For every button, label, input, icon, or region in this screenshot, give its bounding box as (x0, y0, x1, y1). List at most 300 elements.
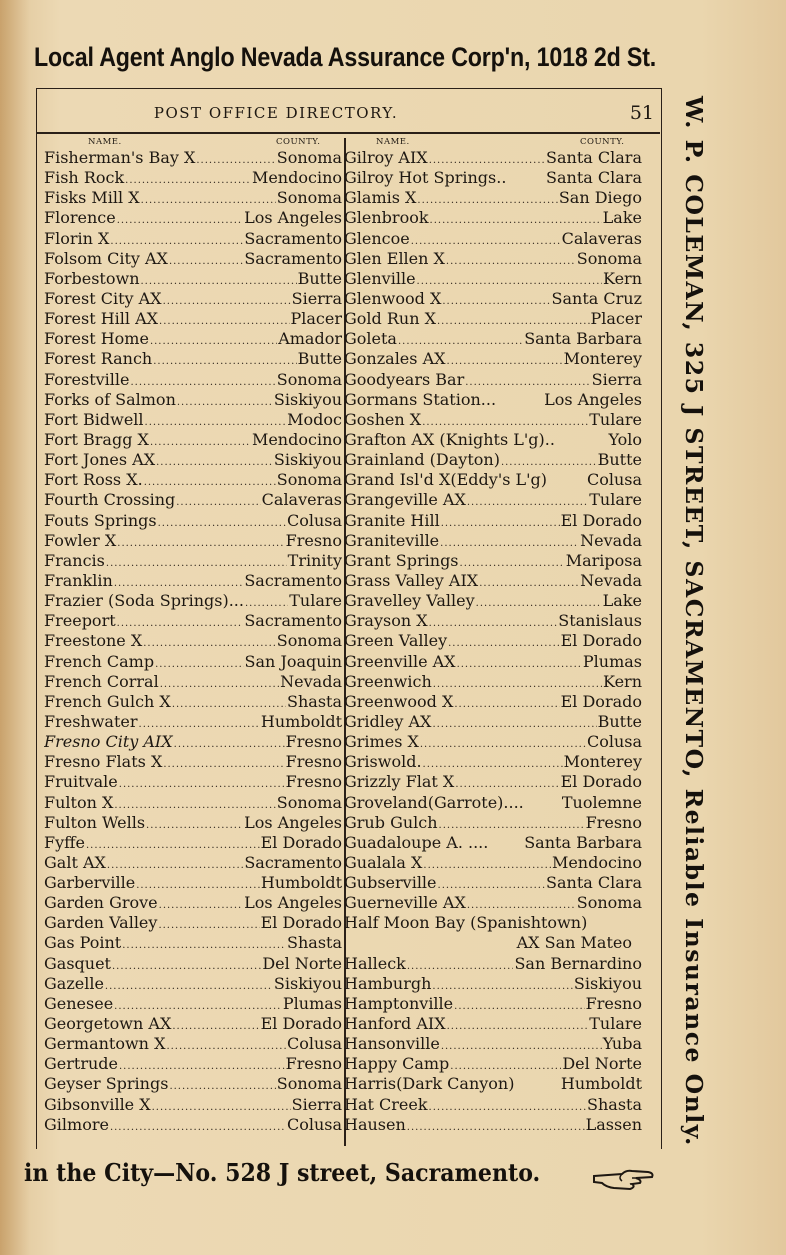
leader-dots (441, 514, 560, 531)
directory-entry (344, 793, 642, 813)
county-name: El Dorado (260, 913, 342, 933)
directory-entry (44, 430, 342, 450)
post-office-name: Gazelle (44, 973, 104, 993)
post-office-name: Hansonville (344, 1034, 440, 1054)
county-name: Colusa (586, 732, 642, 752)
directory-entry (344, 1074, 642, 1094)
county-name: Calaveras (561, 228, 642, 248)
county-name: Tulare (589, 409, 642, 429)
directory-entry (344, 833, 642, 853)
leader-dots (158, 916, 259, 933)
post-office-name: Garberville (44, 873, 136, 893)
directory-entry (344, 551, 642, 571)
directory-entry (44, 772, 342, 792)
post-office-name: Glencoe (344, 228, 410, 248)
post-office-name: Gilroy AIX (344, 148, 428, 167)
post-office-name: Granite Hill (344, 510, 440, 530)
post-office-name: Florence (44, 208, 116, 228)
leader-dots (163, 755, 284, 772)
leader-dots (169, 1077, 275, 1094)
county-name: Humboldt (260, 711, 342, 731)
county-name: El Dorado (560, 510, 642, 530)
post-office-name: Glenbrook (344, 208, 429, 228)
post-office-name: Grass Valley AIX (344, 570, 479, 590)
leader-dots (114, 574, 244, 591)
county-name: Sierra (291, 1094, 342, 1114)
post-office-name: Gibsonville X (44, 1094, 151, 1114)
post-office-name: Grizzly Flat X (344, 772, 455, 792)
county-name: Nevada (280, 671, 342, 691)
directory-entry (44, 148, 342, 168)
leader-dots (407, 957, 514, 974)
leader-dots (417, 191, 557, 208)
directory-entry (44, 168, 342, 188)
post-office-name: Hamptonville (344, 993, 454, 1013)
county-name: Siskiyou (273, 389, 342, 409)
leader-dots (441, 1037, 602, 1054)
county-name: El Dorado (560, 691, 642, 711)
county-name: Kern (603, 268, 642, 288)
leader-dots (114, 796, 275, 813)
leader-dots (432, 977, 573, 994)
county-name: Butte (597, 711, 642, 731)
county-name: Santa Cruz (551, 288, 642, 308)
leader-dots (143, 634, 276, 651)
directory-entry (44, 893, 342, 913)
county-name: San Diego (558, 188, 642, 208)
county-name: Fresno (285, 1054, 342, 1074)
post-office-name: Forest Ranch (44, 349, 153, 369)
leader-dots (420, 735, 586, 752)
leader-dots (144, 473, 276, 490)
county-name: Sonoma (276, 631, 342, 651)
leader-dots (110, 232, 243, 249)
leader-dots (467, 493, 588, 510)
post-office-name: Gravelley Valley (344, 591, 475, 611)
leader-dots (172, 695, 286, 712)
directory-entry (44, 652, 342, 672)
directory-entry (344, 692, 642, 712)
leader-dots (156, 453, 273, 470)
directory-entry (44, 450, 342, 470)
directory-entry (344, 511, 642, 531)
county-name: El Dorado (260, 832, 342, 852)
post-office-name: Gilroy Hot Springs.. (344, 168, 507, 188)
directory-entry (44, 1034, 342, 1054)
county-name: Tulare (289, 591, 342, 611)
post-office-name: Hat Creek (344, 1094, 428, 1114)
leader-dots (177, 393, 273, 410)
right-county-header: COUNTY. (580, 137, 625, 147)
post-office-name: Grub Gulch (344, 812, 438, 832)
leader-dots (417, 272, 603, 289)
leader-dots (467, 896, 576, 913)
directory-entry (344, 148, 642, 168)
county-name: Fresno (285, 530, 342, 550)
post-office-name: Goshen X (344, 409, 422, 429)
county-name: Santa Clara (546, 873, 642, 893)
leader-dots (153, 352, 296, 369)
post-office-name: Grayson X (344, 611, 428, 631)
directory-entry (44, 390, 342, 410)
post-office-name: Groveland(Garrote).... (344, 792, 524, 812)
county-name: Santa Barbara (524, 832, 642, 852)
post-office-name: Fisherman's Bay X (44, 148, 196, 167)
directory-entry (344, 591, 642, 611)
post-office-name: Folsom City AX (44, 248, 168, 268)
leader-dots (152, 1098, 291, 1115)
side-advertisement-text: W. P. COLEMAN, 325 J STREET, SACRAMENTO, Reliable Insurance Only. (680, 96, 708, 1147)
post-office-name: Galt AX (44, 852, 106, 872)
directory-entry (44, 752, 342, 772)
leader-dots (423, 755, 563, 772)
county-name: Sacramento (244, 228, 342, 248)
leader-dots (163, 292, 291, 309)
directory-entry (44, 631, 342, 651)
county-name: San Joaquin (244, 651, 342, 671)
county-name: El Dorado (560, 631, 642, 651)
county-name: Colusa (286, 1114, 342, 1134)
post-office-name: Gas Point (44, 933, 122, 953)
county-name: Del Norte (262, 953, 342, 973)
county-name: Shasta (587, 1094, 642, 1114)
county-name: El Dorado (260, 1014, 342, 1034)
leader-dots (423, 856, 551, 873)
directory-entry (44, 873, 342, 893)
county-name: Sacramento (244, 852, 342, 872)
directory-entry (44, 551, 342, 571)
county-name: Fresno (585, 993, 642, 1013)
county-name: Sonoma (276, 188, 342, 208)
leader-dots (437, 312, 590, 329)
leader-dots (422, 413, 588, 430)
leader-dots (446, 252, 576, 269)
directory-entry (344, 309, 642, 329)
post-office-name: Grafton AX (Knights L'g).. (344, 429, 555, 449)
post-office-name: Half Moon Bay (Spanishtown) (344, 913, 588, 933)
directory-entry (344, 813, 642, 833)
post-office-name: Griswold. (344, 752, 422, 772)
leader-dots (454, 695, 559, 712)
leader-dots (172, 1017, 259, 1034)
county-name: Plumas (282, 993, 342, 1013)
post-office-name: Freeport (44, 611, 116, 631)
leader-dots (86, 836, 260, 853)
county-name: Amador (278, 329, 342, 349)
county-name: Sonoma (576, 248, 642, 268)
county-name: Tulare (589, 490, 642, 510)
leader-dots (501, 453, 597, 470)
post-office-name: Glen Ellen X (344, 248, 445, 268)
leader-dots (176, 493, 260, 510)
directory-entry (44, 229, 342, 249)
leader-dots (106, 554, 287, 571)
post-office-name: Freestone X (44, 631, 143, 651)
leader-dots (125, 171, 251, 188)
directory-entry (344, 188, 642, 208)
county-name: Stanislaus (558, 611, 642, 631)
post-office-name: Germantown X (44, 1034, 166, 1054)
directory-entry (44, 571, 342, 591)
directory-entry (44, 490, 342, 510)
directory-entry (44, 470, 342, 490)
county-name: Modoc (287, 409, 342, 429)
directory-entry (344, 329, 642, 349)
leader-dots (245, 594, 288, 611)
leader-dots (159, 312, 289, 329)
directory-entry (344, 772, 642, 792)
post-office-name: Gualala X (344, 852, 423, 872)
leader-dots (430, 211, 602, 228)
leader-dots (117, 614, 244, 631)
county-name: Mendocino (251, 168, 342, 188)
right-name-header: NAME. (376, 137, 410, 147)
leader-dots (479, 574, 579, 591)
leader-dots (158, 514, 286, 531)
leader-dots (398, 332, 523, 349)
post-office-name: Greenville AX (344, 651, 456, 671)
leader-dots (136, 876, 260, 893)
county-name: Shasta (287, 691, 342, 711)
header-rule (36, 132, 660, 134)
county-name: Calaveras (261, 490, 342, 510)
leader-dots (454, 997, 584, 1014)
county-name: Trinity (287, 550, 342, 570)
directory-entry (44, 913, 342, 933)
county-name: Mendocino (251, 429, 342, 449)
post-office-name: Fulton X (44, 792, 114, 812)
directory-entry (44, 309, 342, 329)
post-office-name: Gasquet (44, 953, 111, 973)
county-name: Colusa (286, 510, 342, 530)
county-name: AX San Mateo (516, 933, 632, 953)
county-name: Sonoma (276, 470, 342, 490)
county-name: Nevada (580, 570, 642, 590)
directory-entry (344, 672, 642, 692)
county-name: Los Angeles (544, 389, 642, 409)
county-name: Humboldt (560, 1074, 642, 1094)
directory-entry (44, 732, 342, 752)
directory-entry (344, 994, 642, 1014)
directory-entry (44, 370, 342, 390)
directory-entry (344, 410, 642, 430)
leader-dots (119, 1057, 285, 1074)
directory-entry (344, 208, 642, 228)
post-office-name: Forbestown (44, 268, 140, 288)
leader-dots (442, 292, 550, 309)
leader-dots (429, 614, 558, 631)
directory-entry (344, 571, 642, 591)
directory-entry (344, 1034, 642, 1054)
post-office-name: Gertrude (44, 1054, 118, 1074)
directory-entry (344, 531, 642, 551)
leader-dots (150, 433, 251, 450)
left-county-header: COUNTY. (276, 137, 321, 147)
post-office-name: Green Valley (344, 631, 448, 651)
leader-dots (155, 655, 243, 672)
header-title: POST OFFICE DIRECTORY. (153, 104, 399, 122)
post-office-name: Graniteville (344, 530, 440, 550)
leader-dots (159, 896, 243, 913)
county-name: Fresno (285, 752, 342, 772)
post-office-name: Freshwater (44, 711, 138, 731)
county-name: Yuba (602, 1034, 642, 1054)
directory-entry (344, 712, 642, 732)
post-office-name: French Camp (44, 651, 155, 671)
directory-entry (344, 1115, 642, 1135)
leader-dots (411, 232, 561, 249)
county-name: Sacramento (244, 248, 342, 268)
post-office-name: Garden Valley (44, 913, 158, 933)
directory-entry (44, 994, 342, 1014)
post-office-name: Forestville (44, 369, 130, 389)
post-office-name: Greenwood X (344, 691, 454, 711)
directory-entry (344, 893, 642, 913)
post-office-name: Fresno Flats X (44, 752, 163, 772)
post-office-name: Halleck (344, 953, 406, 973)
post-office-name: Glenville (344, 268, 416, 288)
post-office-name: Gubserville (344, 873, 437, 893)
county-name: Fresno (285, 772, 342, 792)
post-office-name: Forks of Salmon (44, 389, 176, 409)
post-office-name: Fort Ross X. (44, 470, 143, 490)
directory-entry (344, 269, 642, 289)
directory-entry (344, 652, 642, 672)
leader-dots (407, 1118, 585, 1135)
post-office-name: Happy Camp (344, 1054, 450, 1074)
directory-entry (44, 531, 342, 551)
county-name: Butte (297, 268, 342, 288)
bottom-advertisement: in the City—No. 528 J street, Sacramento. (24, 1158, 541, 1187)
county-name: Mendocino (551, 852, 642, 872)
post-office-name: Fort Jones AX (44, 450, 156, 470)
post-office-name: Forest Home (44, 329, 149, 349)
county-name: Sonoma (276, 1074, 342, 1094)
post-office-name: Florin X (44, 228, 110, 248)
leader-dots (448, 634, 559, 651)
post-office-name: Hausen (344, 1114, 406, 1134)
county-name: Siskiyou (273, 973, 342, 993)
directory-entry (344, 470, 642, 490)
directory-entry (344, 229, 642, 249)
leader-dots (112, 957, 261, 974)
post-office-name: Gonzales AX (344, 349, 446, 369)
directory-entry (44, 853, 342, 873)
side-advertisement (668, 96, 708, 1156)
directory-entry (44, 329, 342, 349)
post-office-name: Geyser Springs (44, 1074, 169, 1094)
post-office-name: Grainland (Dayton) (344, 450, 500, 470)
post-office-name: Fourth Crossing (44, 490, 176, 510)
county-name: Sacramento (244, 570, 342, 590)
county-name: Mariposa (565, 550, 642, 570)
directory-entry (344, 974, 642, 994)
directory-entry (344, 853, 642, 873)
post-office-name: Glenwood X (344, 288, 442, 308)
directory-entry (344, 873, 642, 893)
post-office-name: Fowler X (44, 530, 117, 550)
county-name: San Bernardino (514, 953, 642, 973)
directory-entry (44, 249, 342, 269)
directory-entry (344, 933, 642, 953)
county-name: Fresno (285, 732, 342, 752)
post-office-name: Fouts Springs (44, 510, 157, 530)
leader-dots (460, 554, 565, 571)
post-office-name: Goodyears Bar (344, 369, 465, 389)
county-name: Siskiyou (573, 973, 642, 993)
directory-entry (44, 672, 342, 692)
leader-dots (141, 272, 297, 289)
post-office-name: Fyffe (44, 832, 85, 852)
leader-dots (447, 1017, 589, 1034)
page-header (36, 104, 660, 128)
county-name: Nevada (580, 530, 642, 550)
directory-entry (44, 410, 342, 430)
county-name: Monterey (563, 752, 642, 772)
leader-dots (145, 413, 287, 430)
leader-dots (130, 373, 275, 390)
county-name: Butte (597, 450, 642, 470)
directory-entry (344, 954, 642, 974)
county-name: Santa Clara (546, 168, 642, 188)
post-office-name: Hanford AIX (344, 1014, 446, 1034)
leader-dots (455, 775, 559, 792)
directory-entry (344, 1054, 642, 1074)
post-office-name: Genesee (44, 993, 114, 1013)
directory-entry (344, 1014, 642, 1034)
post-office-name: Fresno City AIX (44, 732, 173, 752)
leader-dots (117, 211, 243, 228)
post-office-name: French Corral (44, 671, 159, 691)
county-name: Sonoma (276, 148, 342, 167)
post-office-name: Harris(Dark Canyon) (344, 1074, 515, 1094)
leader-dots (107, 856, 243, 873)
county-name: Los Angeles (244, 893, 342, 913)
directory-entry (344, 1095, 642, 1115)
directory-entry (344, 490, 642, 510)
leader-dots (429, 151, 545, 168)
leader-dots (117, 534, 284, 551)
pointing-hand-icon (592, 1166, 658, 1192)
county-name: Santa Clara (546, 148, 642, 167)
directory-entry (344, 349, 642, 369)
leader-dots (146, 816, 243, 833)
county-name: Sonoma (576, 893, 642, 913)
directory-entry (44, 511, 342, 531)
county-name: El Dorado (560, 772, 642, 792)
county-name: Siskiyou (273, 450, 342, 470)
county-name: Tuolemne (561, 792, 642, 812)
post-office-name: Grand Isl'd X(Eddy's L'g) (344, 470, 548, 490)
post-office-name: Grimes X (344, 732, 419, 752)
leader-dots (105, 977, 273, 994)
leader-dots (438, 876, 546, 893)
post-office-name: Guadaloupe A. .... (344, 832, 489, 852)
directory-entry (44, 208, 342, 228)
leader-dots (174, 735, 285, 752)
leader-dots (465, 373, 590, 390)
directory-entry (44, 712, 342, 732)
county-name: Los Angeles (244, 812, 342, 832)
directory-entry (344, 390, 642, 410)
leader-dots (110, 1118, 286, 1135)
post-office-name: Grant Springs (344, 550, 459, 570)
directory-entry (44, 954, 342, 974)
post-office-name: Fort Bidwell (44, 409, 144, 429)
post-office-name: Gridley AX (344, 711, 432, 731)
directory-entry (344, 430, 642, 450)
directory-entry (44, 611, 342, 631)
